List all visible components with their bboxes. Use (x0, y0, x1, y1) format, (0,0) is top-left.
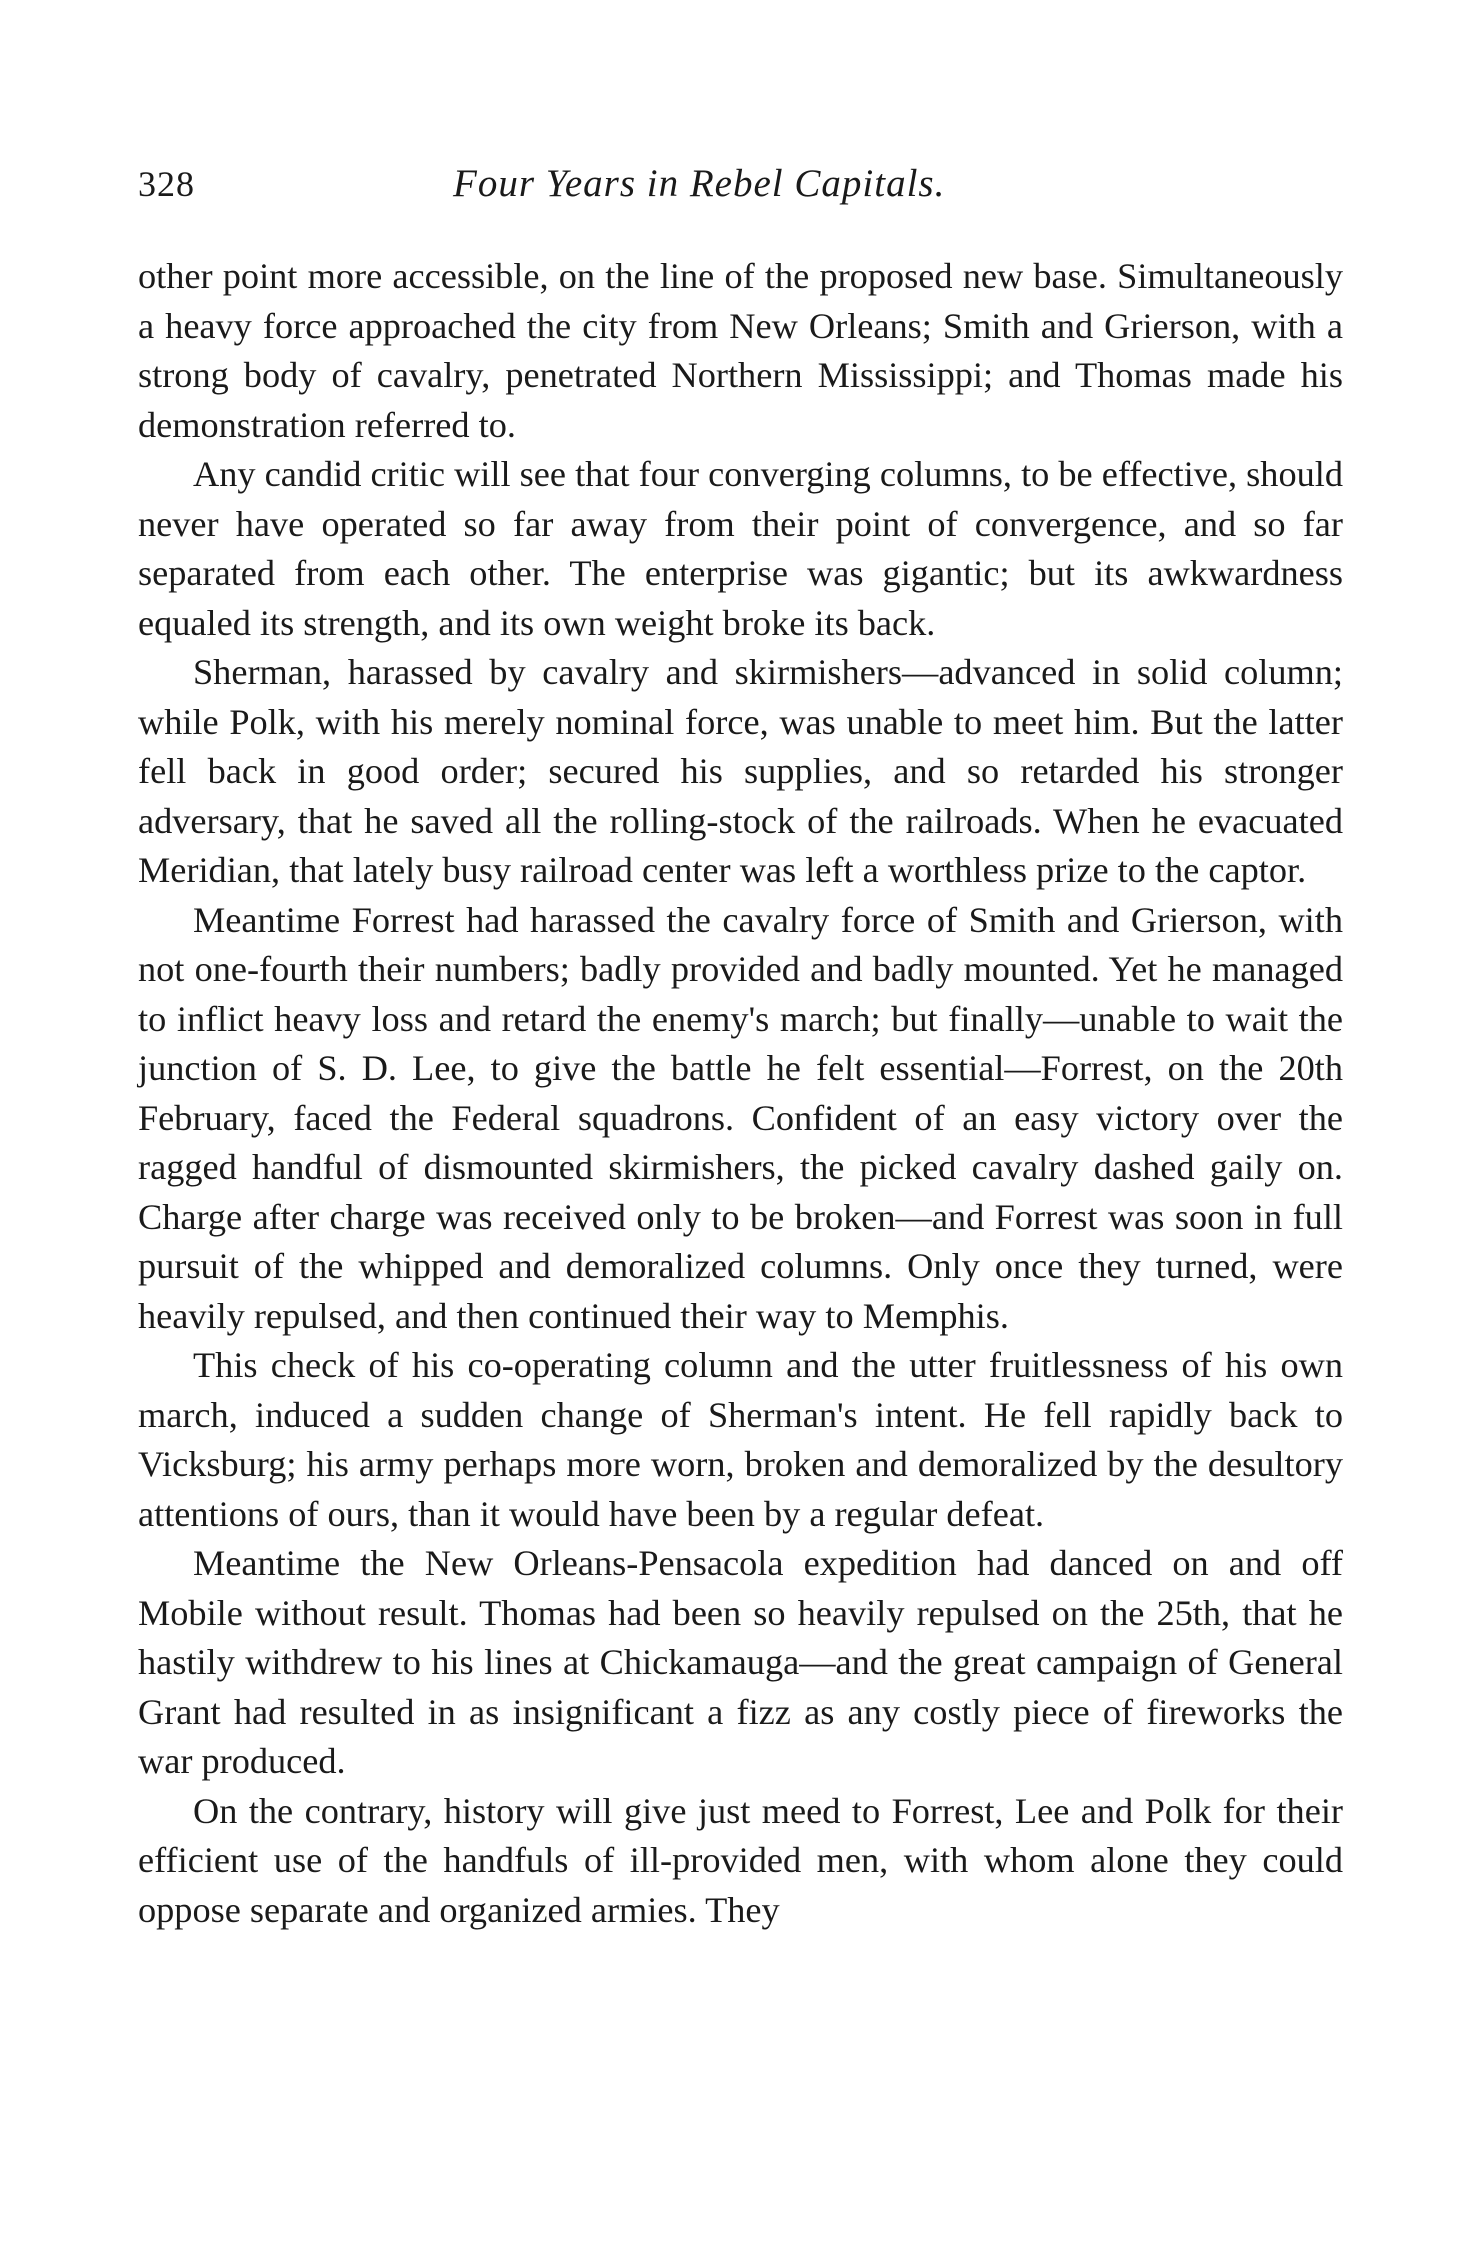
running-head (138, 160, 1343, 208)
page-number: 328 (138, 164, 195, 204)
paragraph: Any candid critic will see that four converging columns, to be effective, should never have operated so far away from their point of convergence, and so far separated from each other. The enterprise was gigantic; but its awkwardness equaled its strength, and its own weight broke its back. (138, 454, 1343, 643)
paragraph-continued: other point more accessible, on the line of the proposed new base. Simultaneously a heavy force approached the city from New Orleans; Smith and Grierson, with a strong body of cavalry, penetrated Northern Mississippi; and Thomas made his demonstration referred to. (138, 256, 1343, 445)
paragraph: Meantime the New Orleans-Pensacola expedition had danced on and off Mobile without result. Thomas had been so heavily repulsed on the 25th, that he hastily withdrew to his lines at Chickamauga—and the great campaign of General Grant had resulted in as insignificant a fizz as any costly piece of fireworks the war produced. (138, 1543, 1343, 1781)
paragraph: Sherman, harassed by cavalry and skirmishers—advanced in solid column; while Polk, with his merely nominal force, was unable to meet him. But the latter fell back in good order; secured his supplies, and so retarded his stronger adversary, that he saved all the rolling-stock of the railroads. When he evacuated Meridian, that lately busy railroad center was left a worthless prize to the captor. (138, 652, 1343, 890)
body-text (138, 252, 1343, 1935)
paragraph: This check of his co-operating column and the utter fruitlessness of his own march, induced a sudden change of Sherman's intent. He fell rapidly back to Vicksburg; his army perhaps more worn, broken and demoralized by the desultory attentions of ours, than it would have been by a regular defeat. (138, 1345, 1343, 1534)
paragraph: Meantime Forrest had harassed the cavalry force of Smith and Grierson, with not one-fourth their numbers; badly provided and badly mounted. Yet he managed to inflict heavy loss and retard the enemy's march; but finally—unable to wait the junction of S. D. Lee, to give the battle he felt essential—Forrest, on the 20th February, faced the Federal squadrons. Confident of an easy victory over the ragged handful of dismounted skirmishers, the picked cavalry dashed gaily on. Charge after charge was received only to be broken—and Forrest was soon in full pursuit of the whipped and demoralized columns. Only once they turned, were heavily repulsed, and then continued their way to Memphis. (138, 899, 1343, 1336)
running-title: Four Years in Rebel Capitals. (453, 162, 946, 205)
paragraph: On the contrary, history will give just meed to Forrest, Lee and Polk for their efficient use of the handfuls of ill-provided men, with whom alone they could oppose separate and organized armies. They (138, 1790, 1343, 1930)
